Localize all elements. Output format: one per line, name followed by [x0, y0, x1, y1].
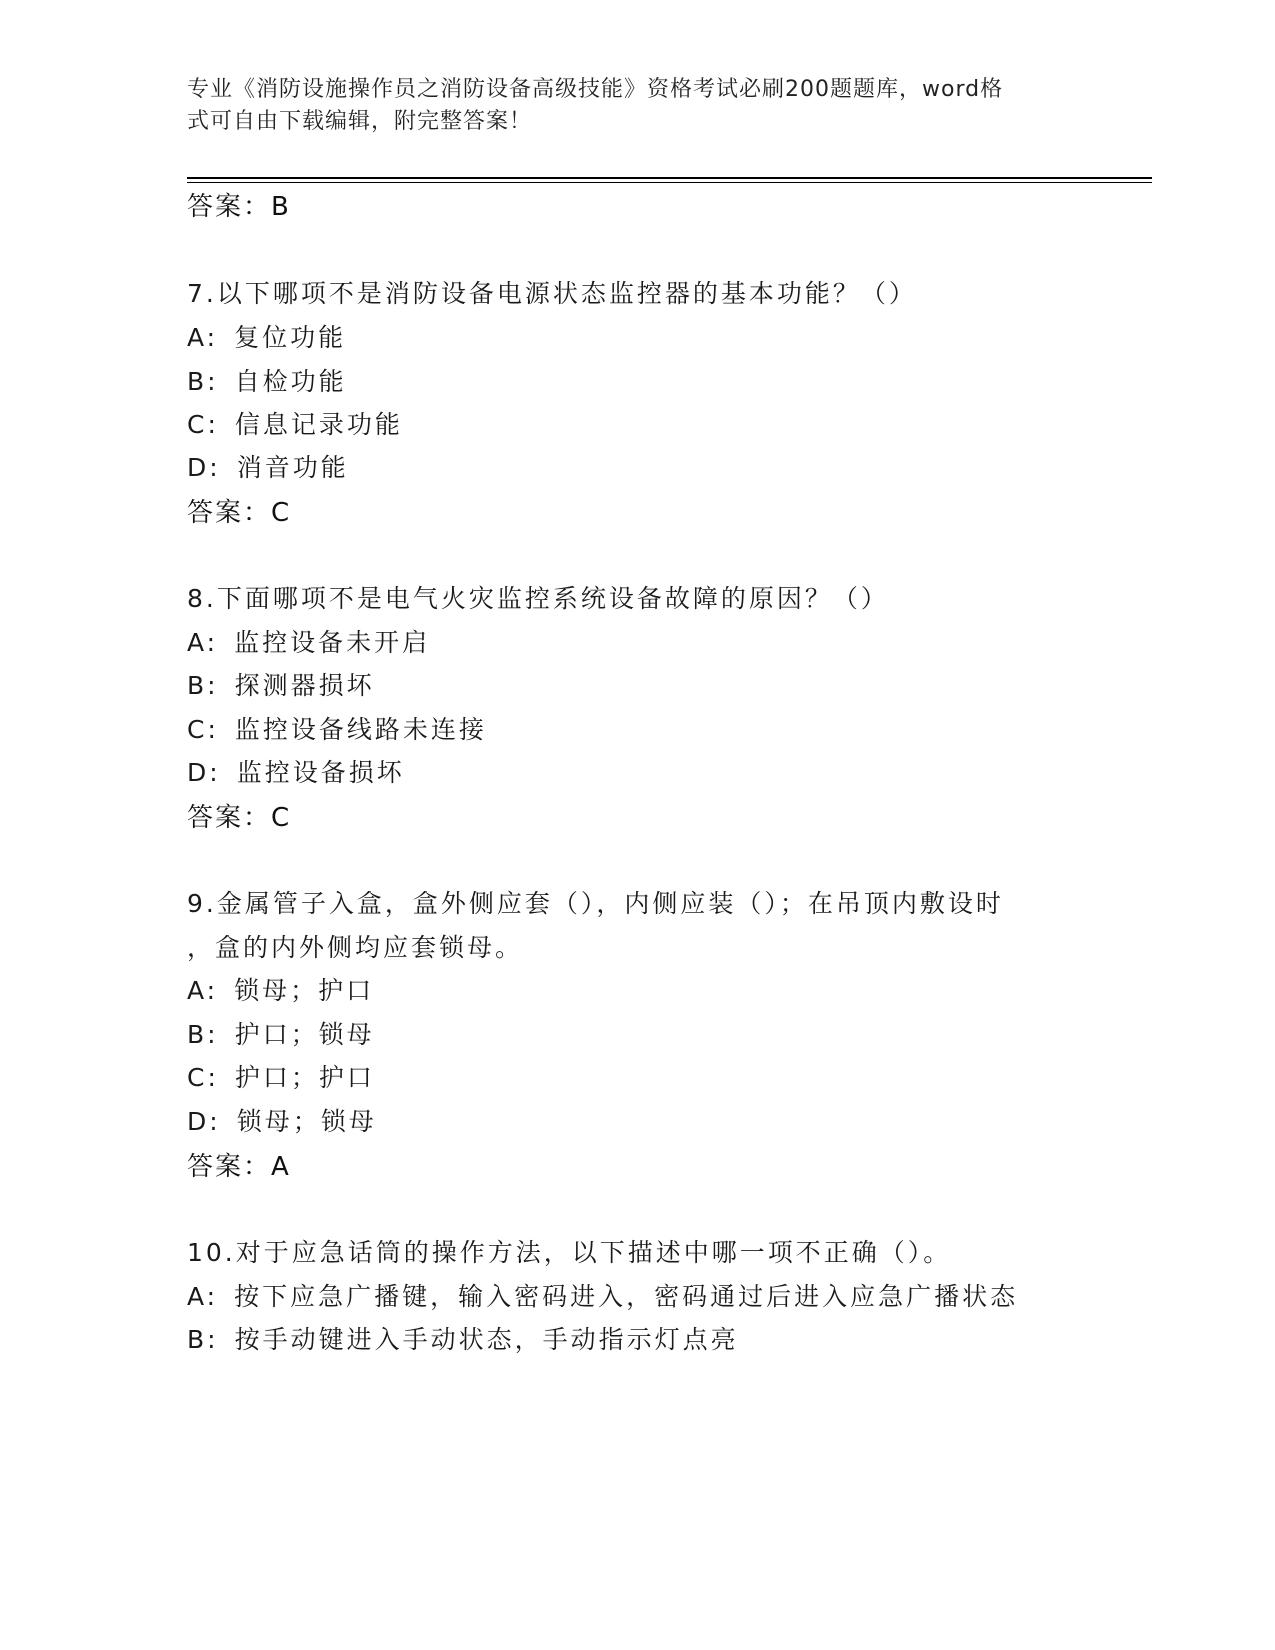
option-letter: B:: [187, 367, 219, 396]
option-text: 按手动键进入手动状态，手动指示灯点亮: [234, 1325, 739, 1354]
option-letter: B:: [187, 1325, 219, 1354]
header-divider-thick: [187, 177, 1152, 179]
option-text: 锁母；锁母: [236, 1107, 377, 1136]
question-8: 8.下面哪项不是电气火灾监控系统设备故障的原因？（）: [187, 584, 889, 613]
option-letter: C:: [187, 410, 219, 439]
q7-option-c: [187, 405, 403, 441]
document-header: [187, 74, 1067, 138]
option-letter: C:: [187, 715, 219, 744]
option-text: 消音功能: [236, 453, 349, 482]
option-text: 探测器损坏: [234, 671, 375, 700]
option-text: 复位功能: [234, 323, 347, 352]
q8-option-c: [187, 710, 487, 746]
q9-option-b: [187, 1015, 375, 1051]
header-line-1: 专业《消防设施操作员之消防设备高级技能》资格考试必刷200题题库，word格: [187, 77, 1004, 102]
question-9-line-1: 9.金属管子入盒，盒外侧应套（），内侧应装（）；在吊顶内敷设时: [187, 889, 1004, 918]
option-letter: D:: [187, 1107, 221, 1136]
option-text: 监控设备损坏: [236, 758, 405, 787]
q8-option-a: [187, 623, 430, 659]
q10-option-a: [187, 1277, 1018, 1313]
option-letter: B:: [187, 1020, 219, 1049]
header-line-2: 式可自由下载编辑，附完整答案！: [187, 109, 533, 134]
option-letter: D:: [187, 758, 221, 787]
option-letter: D:: [187, 453, 221, 482]
option-text: 护口；护口: [234, 1063, 375, 1092]
q9-option-d: [187, 1102, 377, 1138]
answer-previous: 答案：B: [187, 192, 291, 222]
option-text: 锁母；护口: [234, 976, 375, 1005]
question-10: 10.对于应急话筒的操作方法，以下描述中哪一项不正确（）。: [187, 1238, 952, 1267]
question-9-line-2: ，盒的内外侧均应套锁母。: [187, 933, 524, 962]
option-text: 监控设备线路未连接: [234, 715, 487, 744]
option-letter: A:: [187, 628, 219, 657]
q7-option-d: [187, 448, 349, 484]
option-letter: A:: [187, 976, 219, 1005]
option-letter: A:: [187, 323, 219, 352]
q8-option-b: [187, 666, 375, 702]
q10-option-b: [187, 1320, 739, 1356]
q7-answer: 答案：C: [187, 498, 292, 528]
option-text: 监控设备未开启: [234, 628, 431, 657]
header-divider-thin: [187, 182, 1152, 183]
option-text: 信息记录功能: [234, 410, 403, 439]
q9-option-c: [187, 1058, 375, 1094]
option-letter: B:: [187, 671, 219, 700]
q8-answer: 答案：C: [187, 803, 292, 833]
option-letter: A:: [187, 1282, 219, 1311]
option-text: 按下应急广播键，输入密码进入，密码通过后进入应急广播状态: [234, 1282, 1019, 1311]
q9-option-a: [187, 971, 374, 1007]
q7-option-a: [187, 318, 346, 354]
option-text: 自检功能: [234, 367, 347, 396]
q8-option-d: [187, 753, 405, 789]
option-text: 护口；锁母: [234, 1020, 375, 1049]
question-7: 7.以下哪项不是消防设备电源状态监控器的基本功能？（）: [187, 279, 917, 308]
option-letter: C:: [187, 1063, 219, 1092]
q9-answer: 答案：A: [187, 1152, 291, 1182]
q7-option-b: [187, 362, 347, 398]
